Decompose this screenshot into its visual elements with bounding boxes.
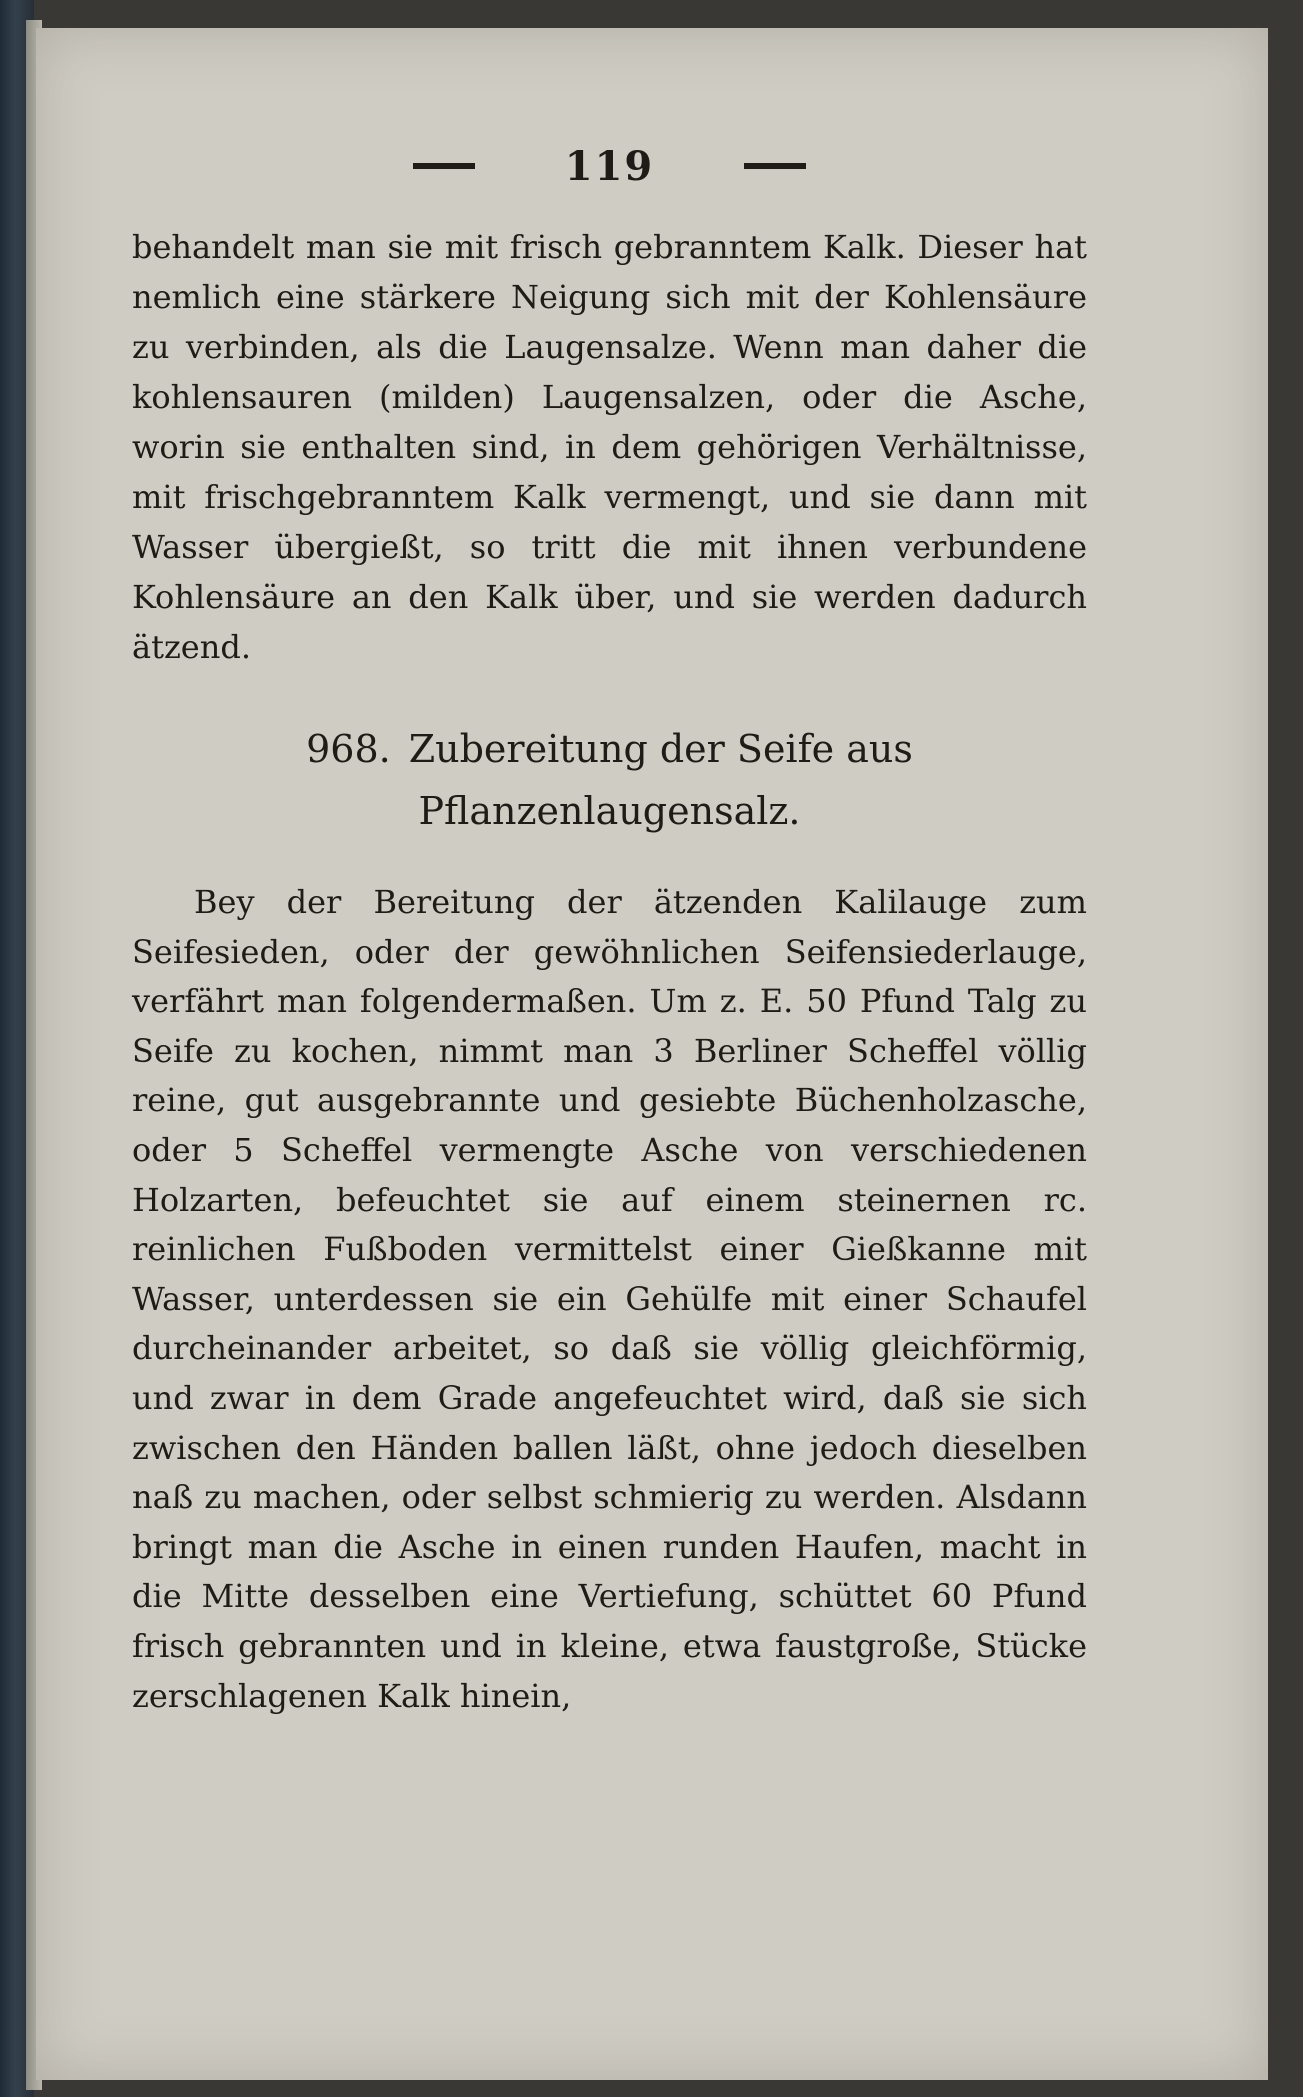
header-dash-left — [413, 163, 475, 169]
page-number: 119 — [564, 142, 655, 190]
header-dash-right — [744, 163, 806, 169]
section-number: 968. — [306, 727, 391, 771]
paragraph-continued: behandelt man sie mit frisch gebranntem Kalk. Dieser hat nemlich eine stärkere Neigung sich mit der Kohlensäure zu verbinden, als die Laugensalze. Wenn man daher die kohlensauren (milden) Laugensalzen, oder die Asche, worin sie enthalten sind, in dem gehörigen Verhältnisse, mit frischgebranntem Kalk vermengt, und sie dann mit Wasser übergießt, so tritt die mit ihnen verbundene Kohlensäure an den Kalk über, und sie werden dadurch ätzend. — [132, 228, 1087, 666]
section-heading — [132, 718, 1087, 842]
paragraph-main: Bey der Bereitung der ätzenden Kalilauge zum Seifesieden, oder der gewöhnlichen Seifensiederlauge, verfährt man folgendermaßen. Um z. E. 50 Pfund Talg zu Seife zu kochen, nimmt man 3 Berliner Scheffel völlig reine, gut ausgebrannte und gesiebte Büchenholzasche, oder 5 Scheffel vermengte Asche von verschiedenen Holzarten, befeuchtet sie auf einem steinernen rc. reinlichen Fußboden vermittelst einer Gießkanne mit Wasser, unterdessen sie ein Gehülfe mit einer Schaufel durcheinander arbeitet, so daß sie völlig gleichförmig, und zwar in dem Grade angefeuchtet wird, daß sie sich zwischen den Händen ballen läßt, ohne jedoch dieselben naß zu machen, oder selbst schmierig zu werden. Alsdann bringt man die Asche in einen runden Haufen, macht in die Mitte desselben eine Vertiefung, schüttet 60 Pfund frisch gebrannten und in kleine, etwa faustgroße, Stücke zerschlagenen Kalk hinein, — [132, 883, 1087, 1715]
section-title: Zubereitung der Seife aus Pflanzenlaugensalz. — [408, 727, 913, 833]
page-header — [132, 140, 1087, 200]
